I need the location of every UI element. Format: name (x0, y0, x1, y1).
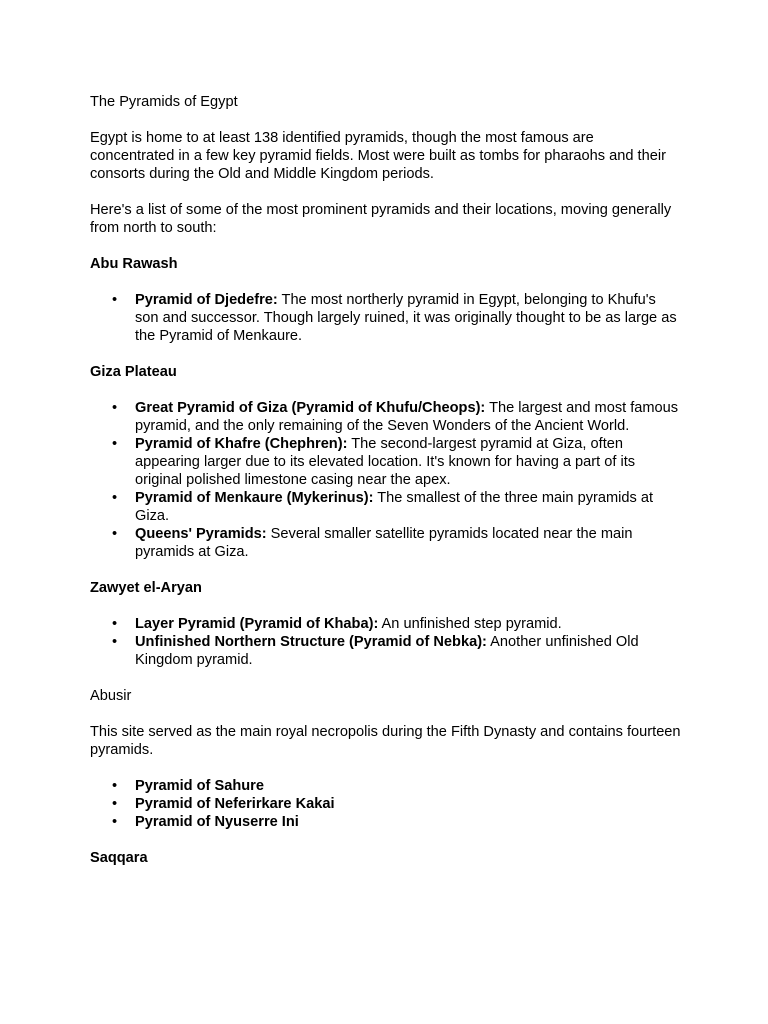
item-text: Several smaller satellite pyramids located near the main pyramids at Giza. (135, 526, 633, 560)
item-title: Pyramid of Nyuserre Ini (135, 814, 299, 830)
intro-paragraph: Egypt is home to at least 138 identified pyramids, though the most famous are concentrated in a few key pyramid fields. Most were built as tombs for pharaohs and their consorts during the Old and Middle Kingdom periods. (90, 130, 666, 182)
item-title: Great Pyramid of Giza (Pyramid of Khufu/Cheops): (135, 400, 486, 416)
item-title: Pyramid of Menkaure (Mykerinus): (135, 490, 374, 506)
item-text: The largest and most famous pyramid, and the only remaining of the Seven Wonders of the Ancient World. (135, 400, 679, 434)
giza-list (90, 399, 682, 561)
bullet-icon: • (112, 778, 118, 794)
bullet-icon: • (112, 490, 118, 506)
list-item (112, 615, 682, 633)
item-title: Pyramid of Neferirkare Kakai (135, 796, 335, 812)
item-text: The smallest of the three main pyramids at Giza. (135, 490, 654, 524)
list-item (112, 525, 682, 561)
list-item (112, 813, 682, 831)
item-title: Pyramid of Khafre (Chephren): (135, 436, 348, 452)
section-heading-abusir: Abusir (90, 688, 132, 704)
section-heading-giza-plateau: Giza Plateau (90, 364, 177, 380)
abusir-list (90, 777, 682, 831)
bullet-icon: • (112, 526, 118, 542)
abu-rawash-list (90, 291, 682, 345)
item-title: Queens' Pyramids: (135, 526, 267, 542)
bullet-icon: • (112, 400, 118, 416)
bullet-icon: • (112, 634, 118, 650)
list-intro-paragraph: Here's a list of some of the most prominent pyramids and their locations, moving generally from north to south: (90, 202, 672, 236)
bullet-icon: • (112, 796, 118, 812)
abusir-description: This site served as the main royal necropolis during the Fifth Dynasty and contains fourteen pyramids. (90, 724, 681, 758)
section-heading-saqqara: Saqqara (90, 850, 148, 866)
item-text: The most northerly pyramid in Egypt, belonging to Khufu's son and successor. Though largely ruined, it was originally thought to be as large as the Pyramid of Menkaure. (135, 292, 677, 344)
section-heading-abu-rawash: Abu Rawash (90, 256, 178, 272)
section-heading-zawyet-el-aryan: Zawyet el-Aryan (90, 580, 202, 596)
item-title: Pyramid of Djedefre: (135, 292, 278, 308)
item-text: The second-largest pyramid at Giza, often appearing larger due to its elevated location. It's known for having a part of its original polished limestone casing near the apex. (135, 436, 636, 488)
bullet-icon: • (112, 814, 118, 830)
list-item (112, 291, 682, 345)
list-item (112, 777, 682, 795)
document-title: The Pyramids of Egypt (90, 94, 238, 110)
list-item (112, 795, 682, 813)
zawyet-list (90, 615, 682, 669)
item-title: Unfinished Northern Structure (Pyramid of Nebka): (135, 634, 487, 650)
list-item (112, 633, 682, 669)
item-title: Pyramid of Sahure (135, 778, 264, 794)
item-title: Layer Pyramid (Pyramid of Khaba): (135, 616, 379, 632)
bullet-icon: • (112, 436, 118, 452)
document-page (90, 93, 682, 885)
list-item (112, 435, 682, 489)
item-text: Another unfinished Old Kingdom pyramid. (135, 634, 639, 668)
item-text: An unfinished step pyramid. (378, 616, 562, 632)
list-item (112, 399, 682, 435)
list-item (112, 489, 682, 525)
bullet-icon: • (112, 616, 118, 632)
bullet-icon: • (112, 292, 118, 308)
